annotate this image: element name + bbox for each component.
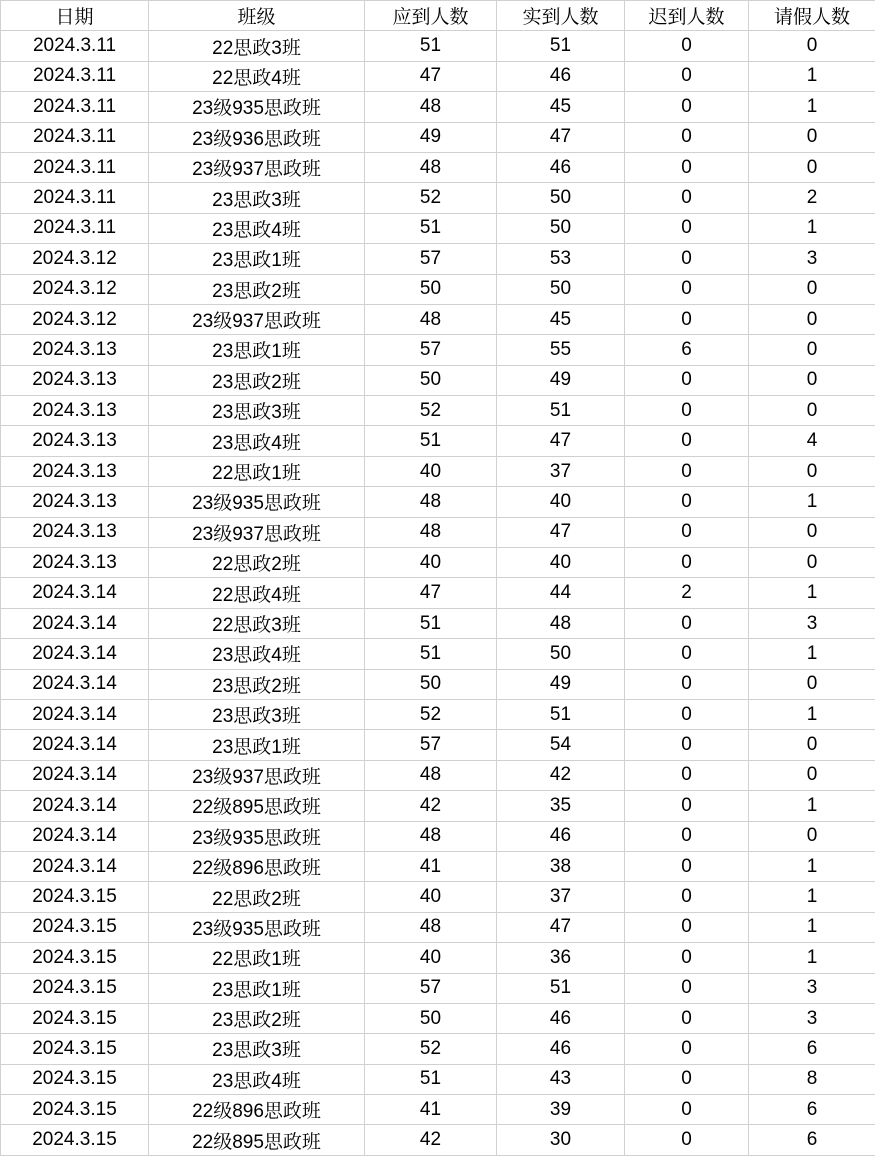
cell-actual: 51 [497, 699, 625, 729]
cell-actual: 35 [497, 791, 625, 821]
cell-leave: 1 [749, 912, 875, 942]
cell-due: 48 [365, 912, 497, 942]
cell-leave: 0 [749, 304, 875, 334]
cell-actual: 49 [497, 669, 625, 699]
cell-leave: 3 [749, 1003, 875, 1033]
cell-due: 52 [365, 699, 497, 729]
cell-actual: 47 [497, 517, 625, 547]
cell-leave: 3 [749, 244, 875, 274]
cell-date: 2024.3.13 [1, 456, 149, 486]
cell-class: 22思政2班 [149, 548, 365, 578]
cell-leave: 2 [749, 183, 875, 213]
cell-date: 2024.3.11 [1, 213, 149, 243]
cell-leave: 0 [749, 548, 875, 578]
cell-late: 0 [625, 760, 749, 790]
cell-late: 0 [625, 426, 749, 456]
cell-actual: 42 [497, 760, 625, 790]
cell-class: 22级895思政班 [149, 791, 365, 821]
cell-actual: 43 [497, 1064, 625, 1094]
cell-due: 51 [365, 31, 497, 61]
cell-class: 23思政3班 [149, 699, 365, 729]
column-header-4: 迟到人数 [625, 1, 749, 31]
cell-due: 48 [365, 760, 497, 790]
cell-actual: 47 [497, 122, 625, 152]
cell-due: 57 [365, 335, 497, 365]
table-row [1, 335, 875, 365]
cell-late: 0 [625, 1003, 749, 1033]
cell-leave: 0 [749, 396, 875, 426]
cell-late: 2 [625, 578, 749, 608]
table-row [1, 244, 875, 274]
cell-due: 51 [365, 426, 497, 456]
cell-due: 51 [365, 608, 497, 638]
cell-late: 0 [625, 244, 749, 274]
cell-date: 2024.3.14 [1, 760, 149, 790]
cell-class: 22级896思政班 [149, 1095, 365, 1125]
cell-leave: 1 [749, 213, 875, 243]
cell-class: 23思政4班 [149, 639, 365, 669]
table-row [1, 943, 875, 973]
table-row [1, 639, 875, 669]
cell-late: 0 [625, 456, 749, 486]
cell-leave: 0 [749, 365, 875, 395]
cell-due: 48 [365, 821, 497, 851]
cell-late: 0 [625, 548, 749, 578]
table-row [1, 517, 875, 547]
cell-date: 2024.3.15 [1, 1095, 149, 1125]
cell-date: 2024.3.11 [1, 183, 149, 213]
cell-actual: 46 [497, 61, 625, 91]
cell-leave: 1 [749, 943, 875, 973]
cell-leave: 1 [749, 639, 875, 669]
cell-leave: 8 [749, 1064, 875, 1094]
cell-class: 23思政3班 [149, 1034, 365, 1064]
cell-date: 2024.3.15 [1, 882, 149, 912]
cell-due: 40 [365, 548, 497, 578]
cell-due: 50 [365, 274, 497, 304]
cell-actual: 46 [497, 152, 625, 182]
table-row [1, 973, 875, 1003]
cell-class: 23级937思政班 [149, 760, 365, 790]
table-row [1, 821, 875, 851]
column-header-0: 日期 [1, 1, 149, 31]
cell-date: 2024.3.15 [1, 943, 149, 973]
cell-date: 2024.3.13 [1, 487, 149, 517]
table-row [1, 912, 875, 942]
cell-late: 0 [625, 152, 749, 182]
cell-due: 52 [365, 396, 497, 426]
cell-late: 0 [625, 730, 749, 760]
cell-due: 42 [365, 791, 497, 821]
cell-due: 57 [365, 244, 497, 274]
table-row [1, 365, 875, 395]
cell-date: 2024.3.15 [1, 973, 149, 1003]
cell-late: 0 [625, 365, 749, 395]
cell-due: 48 [365, 92, 497, 122]
table-row [1, 183, 875, 213]
cell-late: 0 [625, 699, 749, 729]
cell-late: 0 [625, 821, 749, 851]
cell-late: 0 [625, 304, 749, 334]
cell-leave: 0 [749, 335, 875, 365]
table-row [1, 304, 875, 334]
cell-late: 0 [625, 61, 749, 91]
cell-date: 2024.3.14 [1, 730, 149, 760]
cell-actual: 39 [497, 1095, 625, 1125]
table-row [1, 1095, 875, 1125]
table-row [1, 578, 875, 608]
cell-class: 23思政2班 [149, 669, 365, 699]
table-row [1, 61, 875, 91]
cell-actual: 37 [497, 456, 625, 486]
cell-date: 2024.3.11 [1, 122, 149, 152]
cell-class: 23思政2班 [149, 1003, 365, 1033]
cell-actual: 46 [497, 1034, 625, 1064]
cell-class: 23级937思政班 [149, 304, 365, 334]
cell-leave: 0 [749, 152, 875, 182]
cell-actual: 47 [497, 912, 625, 942]
cell-date: 2024.3.11 [1, 31, 149, 61]
cell-leave: 3 [749, 608, 875, 638]
cell-leave: 0 [749, 669, 875, 699]
cell-class: 22思政2班 [149, 882, 365, 912]
table-row [1, 122, 875, 152]
cell-date: 2024.3.15 [1, 1125, 149, 1155]
column-header-5: 请假人数 [749, 1, 875, 31]
cell-due: 48 [365, 304, 497, 334]
cell-late: 0 [625, 487, 749, 517]
cell-late: 0 [625, 1095, 749, 1125]
cell-late: 0 [625, 213, 749, 243]
cell-date: 2024.3.13 [1, 426, 149, 456]
cell-late: 0 [625, 639, 749, 669]
cell-due: 57 [365, 730, 497, 760]
cell-class: 22思政1班 [149, 943, 365, 973]
cell-class: 23思政4班 [149, 1064, 365, 1094]
cell-leave: 6 [749, 1034, 875, 1064]
table-row [1, 669, 875, 699]
cell-actual: 50 [497, 183, 625, 213]
cell-class: 22思政4班 [149, 578, 365, 608]
cell-due: 40 [365, 456, 497, 486]
cell-class: 23思政2班 [149, 365, 365, 395]
cell-due: 52 [365, 183, 497, 213]
cell-due: 50 [365, 1003, 497, 1033]
cell-date: 2024.3.13 [1, 365, 149, 395]
cell-date: 2024.3.13 [1, 335, 149, 365]
cell-class: 22思政1班 [149, 456, 365, 486]
column-header-2: 应到人数 [365, 1, 497, 31]
table-row [1, 487, 875, 517]
cell-due: 48 [365, 487, 497, 517]
cell-due: 51 [365, 639, 497, 669]
cell-date: 2024.3.15 [1, 1003, 149, 1033]
cell-due: 41 [365, 851, 497, 881]
cell-date: 2024.3.13 [1, 396, 149, 426]
cell-leave: 0 [749, 274, 875, 304]
cell-due: 57 [365, 973, 497, 1003]
table-row [1, 730, 875, 760]
cell-date: 2024.3.13 [1, 517, 149, 547]
cell-actual: 50 [497, 639, 625, 669]
cell-actual: 51 [497, 31, 625, 61]
cell-due: 48 [365, 517, 497, 547]
cell-leave: 6 [749, 1095, 875, 1125]
cell-class: 23思政4班 [149, 426, 365, 456]
cell-leave: 3 [749, 973, 875, 1003]
cell-due: 48 [365, 152, 497, 182]
cell-actual: 47 [497, 426, 625, 456]
column-header-1: 班级 [149, 1, 365, 31]
cell-late: 0 [625, 183, 749, 213]
cell-actual: 38 [497, 851, 625, 881]
cell-actual: 40 [497, 487, 625, 517]
cell-actual: 37 [497, 882, 625, 912]
cell-leave: 0 [749, 517, 875, 547]
cell-date: 2024.3.14 [1, 821, 149, 851]
table-row [1, 760, 875, 790]
cell-late: 0 [625, 92, 749, 122]
column-header-3: 实到人数 [497, 1, 625, 31]
cell-date: 2024.3.14 [1, 669, 149, 699]
cell-leave: 0 [749, 31, 875, 61]
cell-date: 2024.3.15 [1, 1064, 149, 1094]
cell-class: 23级935思政班 [149, 912, 365, 942]
table-row [1, 456, 875, 486]
cell-late: 0 [625, 851, 749, 881]
cell-late: 0 [625, 912, 749, 942]
cell-date: 2024.3.14 [1, 699, 149, 729]
cell-class: 23级936思政班 [149, 122, 365, 152]
cell-leave: 0 [749, 821, 875, 851]
cell-due: 40 [365, 882, 497, 912]
cell-due: 47 [365, 61, 497, 91]
cell-class: 23级937思政班 [149, 517, 365, 547]
table-header-row [1, 1, 875, 31]
table-row [1, 213, 875, 243]
cell-leave: 1 [749, 61, 875, 91]
cell-late: 0 [625, 669, 749, 699]
cell-leave: 0 [749, 760, 875, 790]
cell-due: 51 [365, 213, 497, 243]
table-row [1, 1064, 875, 1094]
table-row [1, 426, 875, 456]
cell-class: 23思政1班 [149, 730, 365, 760]
cell-leave: 0 [749, 730, 875, 760]
cell-leave: 6 [749, 1125, 875, 1155]
cell-class: 23级935思政班 [149, 487, 365, 517]
table-row [1, 548, 875, 578]
cell-date: 2024.3.12 [1, 244, 149, 274]
cell-actual: 48 [497, 608, 625, 638]
cell-date: 2024.3.14 [1, 608, 149, 638]
table-row [1, 152, 875, 182]
cell-date: 2024.3.14 [1, 851, 149, 881]
cell-leave: 1 [749, 487, 875, 517]
cell-due: 47 [365, 578, 497, 608]
cell-due: 40 [365, 943, 497, 973]
cell-class: 22思政3班 [149, 608, 365, 638]
cell-late: 0 [625, 608, 749, 638]
cell-actual: 53 [497, 244, 625, 274]
cell-actual: 51 [497, 396, 625, 426]
cell-leave: 1 [749, 791, 875, 821]
cell-due: 50 [365, 669, 497, 699]
cell-class: 22级895思政班 [149, 1125, 365, 1155]
cell-due: 50 [365, 365, 497, 395]
table-row [1, 791, 875, 821]
cell-leave: 0 [749, 456, 875, 486]
cell-late: 0 [625, 943, 749, 973]
table-header [1, 1, 875, 31]
table-row [1, 1125, 875, 1155]
cell-class: 23思政3班 [149, 183, 365, 213]
table-row [1, 1034, 875, 1064]
cell-due: 51 [365, 1064, 497, 1094]
table-row [1, 274, 875, 304]
cell-actual: 50 [497, 213, 625, 243]
cell-leave: 0 [749, 122, 875, 152]
cell-class: 22思政4班 [149, 61, 365, 91]
cell-class: 22级896思政班 [149, 851, 365, 881]
cell-actual: 49 [497, 365, 625, 395]
cell-late: 0 [625, 396, 749, 426]
cell-late: 0 [625, 517, 749, 547]
cell-class: 23思政1班 [149, 973, 365, 1003]
cell-date: 2024.3.11 [1, 92, 149, 122]
cell-due: 52 [365, 1034, 497, 1064]
cell-due: 41 [365, 1095, 497, 1125]
cell-late: 0 [625, 1034, 749, 1064]
cell-date: 2024.3.15 [1, 912, 149, 942]
cell-actual: 55 [497, 335, 625, 365]
cell-late: 6 [625, 335, 749, 365]
cell-class: 23级935思政班 [149, 92, 365, 122]
cell-late: 0 [625, 1064, 749, 1094]
cell-class: 23级935思政班 [149, 821, 365, 851]
table-row [1, 851, 875, 881]
cell-date: 2024.3.12 [1, 304, 149, 334]
table-row [1, 699, 875, 729]
table-body [1, 31, 875, 1155]
cell-leave: 1 [749, 578, 875, 608]
cell-actual: 46 [497, 821, 625, 851]
cell-actual: 44 [497, 578, 625, 608]
cell-actual: 54 [497, 730, 625, 760]
cell-class: 23思政1班 [149, 244, 365, 274]
cell-actual: 51 [497, 973, 625, 1003]
cell-actual: 40 [497, 548, 625, 578]
cell-late: 0 [625, 973, 749, 1003]
cell-late: 0 [625, 274, 749, 304]
cell-date: 2024.3.11 [1, 61, 149, 91]
cell-leave: 1 [749, 851, 875, 881]
cell-class: 23思政4班 [149, 213, 365, 243]
cell-class: 23思政1班 [149, 335, 365, 365]
cell-leave: 1 [749, 882, 875, 912]
cell-late: 0 [625, 1125, 749, 1155]
cell-late: 0 [625, 122, 749, 152]
cell-date: 2024.3.14 [1, 791, 149, 821]
cell-actual: 50 [497, 274, 625, 304]
cell-late: 0 [625, 791, 749, 821]
cell-due: 42 [365, 1125, 497, 1155]
cell-date: 2024.3.11 [1, 152, 149, 182]
table-row [1, 92, 875, 122]
cell-class: 23思政3班 [149, 396, 365, 426]
cell-late: 0 [625, 882, 749, 912]
cell-class: 22思政3班 [149, 31, 365, 61]
cell-leave: 1 [749, 699, 875, 729]
cell-date: 2024.3.14 [1, 578, 149, 608]
cell-actual: 45 [497, 304, 625, 334]
table-row [1, 882, 875, 912]
cell-date: 2024.3.12 [1, 274, 149, 304]
cell-class: 23思政2班 [149, 274, 365, 304]
cell-due: 49 [365, 122, 497, 152]
table-row [1, 608, 875, 638]
cell-date: 2024.3.15 [1, 1034, 149, 1064]
cell-date: 2024.3.13 [1, 548, 149, 578]
cell-actual: 30 [497, 1125, 625, 1155]
cell-late: 0 [625, 31, 749, 61]
table-row [1, 396, 875, 426]
cell-date: 2024.3.14 [1, 639, 149, 669]
table-row [1, 1003, 875, 1033]
cell-actual: 36 [497, 943, 625, 973]
cell-actual: 46 [497, 1003, 625, 1033]
cell-leave: 4 [749, 426, 875, 456]
cell-actual: 45 [497, 92, 625, 122]
cell-leave: 1 [749, 92, 875, 122]
table-row [1, 31, 875, 61]
cell-class: 23级937思政班 [149, 152, 365, 182]
